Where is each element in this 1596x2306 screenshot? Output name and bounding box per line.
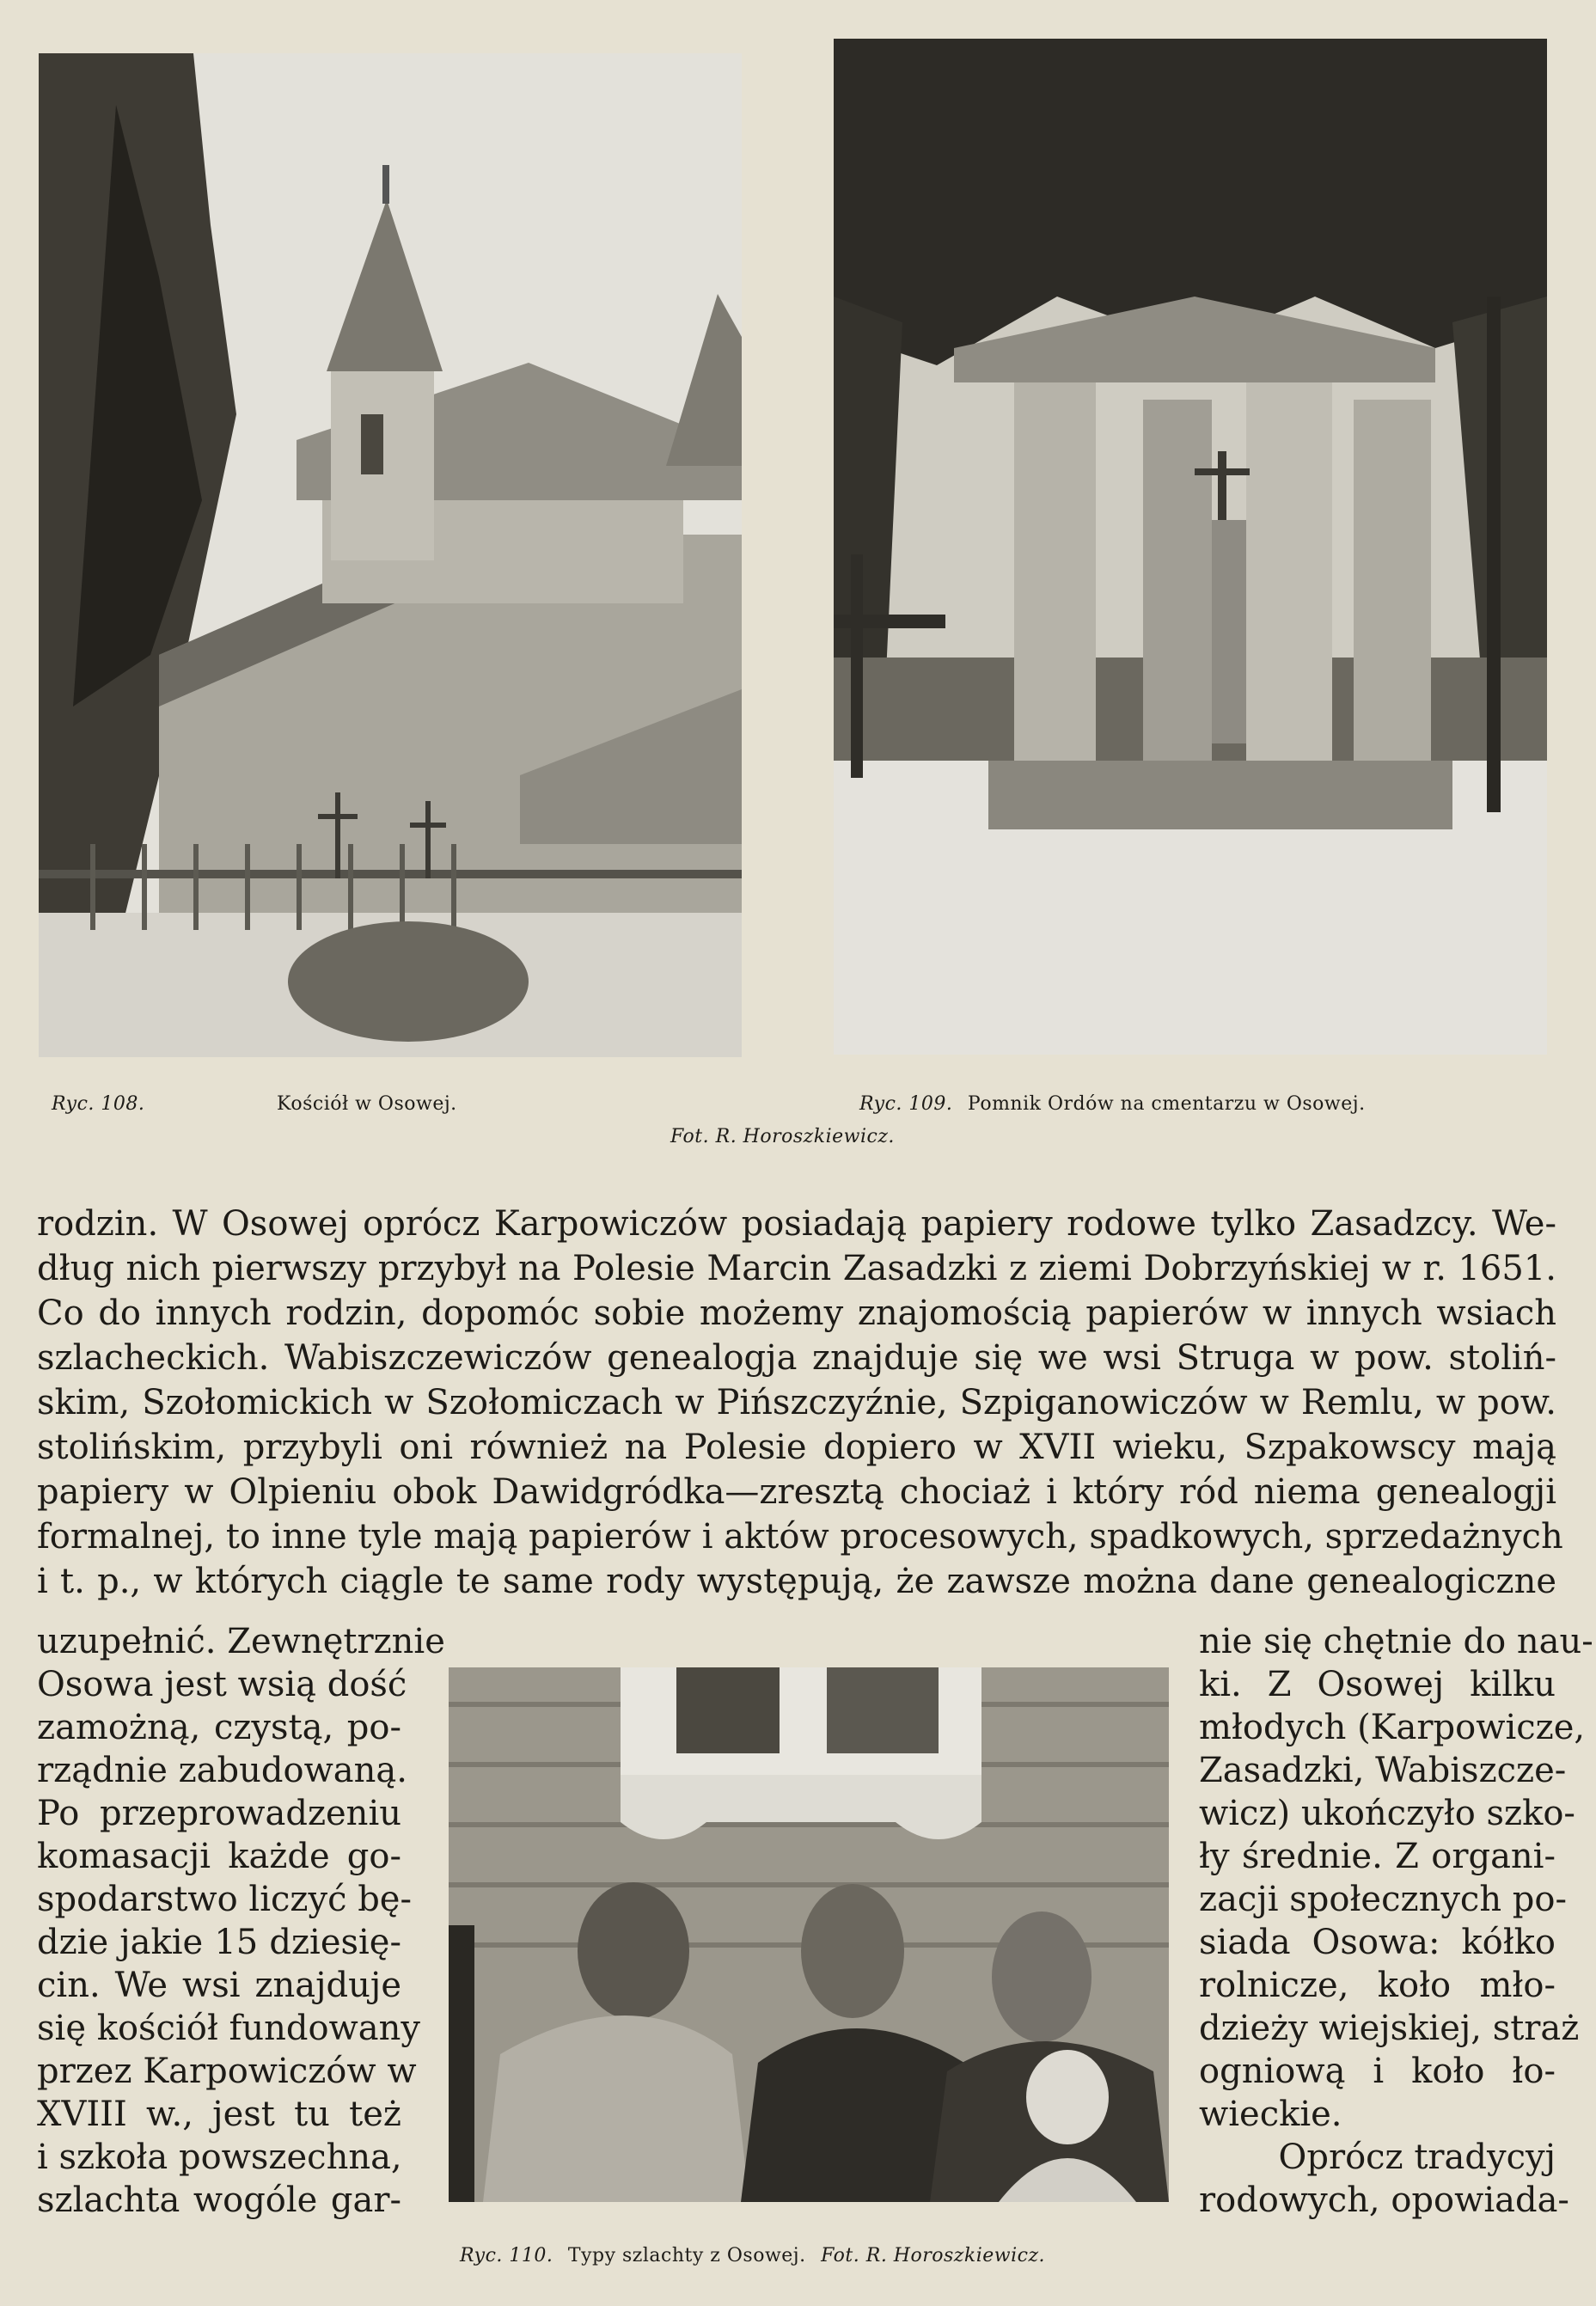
right-line: rolnicze, koło mło- <box>1199 1966 1556 2005</box>
credit-top: Fot. R. Horoszkiewicz. <box>670 1126 895 1147</box>
body-paragraph <box>37 1202 1563 1604</box>
fig110-credit: Fot. R. Horoszkiewicz. <box>821 2245 1046 2266</box>
nobility-photo-image <box>449 1667 1169 2202</box>
left-line: przez Karpowiczów w <box>37 2052 417 2091</box>
body-line: szlacheckich. Wabiszczewiczów genealogja znajduje się we wsi Struga w pow. stoliń- <box>37 1338 1556 1378</box>
right-line: zacji społecznych po- <box>1199 1880 1568 1919</box>
caption-credit-top <box>670 1126 895 1147</box>
right-line: Zasadzki, Wabiszcze- <box>1199 1751 1567 1790</box>
left-line: dzie jakie 15 dziesię- <box>37 1923 401 1962</box>
fig109-number: Ryc. 109. <box>859 1093 953 1115</box>
left-line: i szkoła powszechna, <box>37 2138 402 2177</box>
right-column <box>1199 1620 1593 2222</box>
left-line: spodarstwo liczyć bę- <box>37 1880 412 1919</box>
body-line: formalnej, to inne tyle mają papierów i aktów procesowych, spadkowych, sprzedażnych <box>37 1517 1563 1557</box>
left-line: cin. We wsi znajduje <box>37 1966 401 2005</box>
photo-nobility-types <box>449 1667 1169 2202</box>
right-line: wieckie. <box>1199 2095 1342 2134</box>
fig110-title: Typy szlachty z Osowej. <box>567 2245 806 2266</box>
left-column <box>37 1620 445 2222</box>
caption-fig108-title <box>277 1093 457 1115</box>
right-line: ły średnie. Z organi- <box>1199 1837 1556 1876</box>
body-line: Co do innych rodzin, dopomóc sobie możemy znajomością papierów w innych wsiach <box>37 1294 1556 1333</box>
left-line: zamożną, czystą, po- <box>37 1708 401 1747</box>
left-line: uzupełnić. Zewnętrznie <box>37 1622 445 1661</box>
photo-monument <box>834 39 1547 1055</box>
monument-photo-image <box>834 39 1547 1055</box>
right-line: ki. Z Osowej kilku <box>1199 1665 1556 1704</box>
church-photo-image <box>39 53 742 1057</box>
caption-fig109 <box>859 1093 1366 1115</box>
fig108-title: Kościół w Osowej. <box>277 1093 457 1115</box>
left-line: rządnie zabudowaną. <box>37 1751 407 1790</box>
body-line: skim, Szołomickich w Szołomiczach w Pińszczyźnie, Szpiganowiczów w Remlu, w pow. <box>37 1383 1556 1422</box>
right-line: młodych (Karpowicze, <box>1199 1708 1586 1747</box>
left-line: się kościół fundowany <box>37 2009 420 2048</box>
fig108-number: Ryc. 108. <box>52 1093 145 1115</box>
right-line: Oprócz tradycyj <box>1278 2138 1556 2177</box>
left-line: szlachta wogóle gar- <box>37 2181 401 2220</box>
caption-fig108 <box>52 1093 144 1115</box>
right-line: dzieży wiejskiej, straż <box>1199 2009 1580 2048</box>
right-line: wicz) ukończyło szko- <box>1199 1794 1575 1833</box>
body-line: rodzin. W Osowej oprócz Karpowiczów posiadają papiery rodowe tylko Zasadzcy. We- <box>37 1204 1556 1244</box>
left-line: XVIII w., jest tu też <box>37 2095 401 2134</box>
left-line: komasacji każde go- <box>37 1837 401 1876</box>
caption-fig110 <box>460 2245 1045 2266</box>
body-line: i t. p., w których ciągle te same rody występują, że zawsze można dane genealogiczne <box>37 1562 1556 1601</box>
fig109-title: Pomnik Ordów na cmentarzu w Osowej. <box>967 1093 1366 1115</box>
fig110-number: Ryc. 110. <box>460 2245 553 2266</box>
photo-church <box>39 53 742 1057</box>
right-line: rodowych, opowiada- <box>1199 2181 1569 2220</box>
right-line: siada Osowa: kółko <box>1199 1923 1556 1962</box>
body-line: dług nich pierwszy przybył na Polesie Marcin Zasadzki z ziemi Dobrzyńskiej w r. 1651. <box>37 1249 1556 1288</box>
left-line: Po przeprowadzeniu <box>37 1794 401 1833</box>
right-line: nie się chętnie do nau- <box>1199 1622 1593 1661</box>
right-line: ogniową i koło ło- <box>1199 2052 1556 2091</box>
body-line: papiery w Olpieniu obok Dawidgródka—zresztą chociaż i który ród niema genealogji <box>37 1472 1556 1512</box>
body-line: stolińskim, przybyli oni również na Polesie dopiero w XVII wieku, Szpakowscy mają <box>37 1428 1556 1467</box>
left-line: Osowa jest wsią dość <box>37 1665 407 1704</box>
